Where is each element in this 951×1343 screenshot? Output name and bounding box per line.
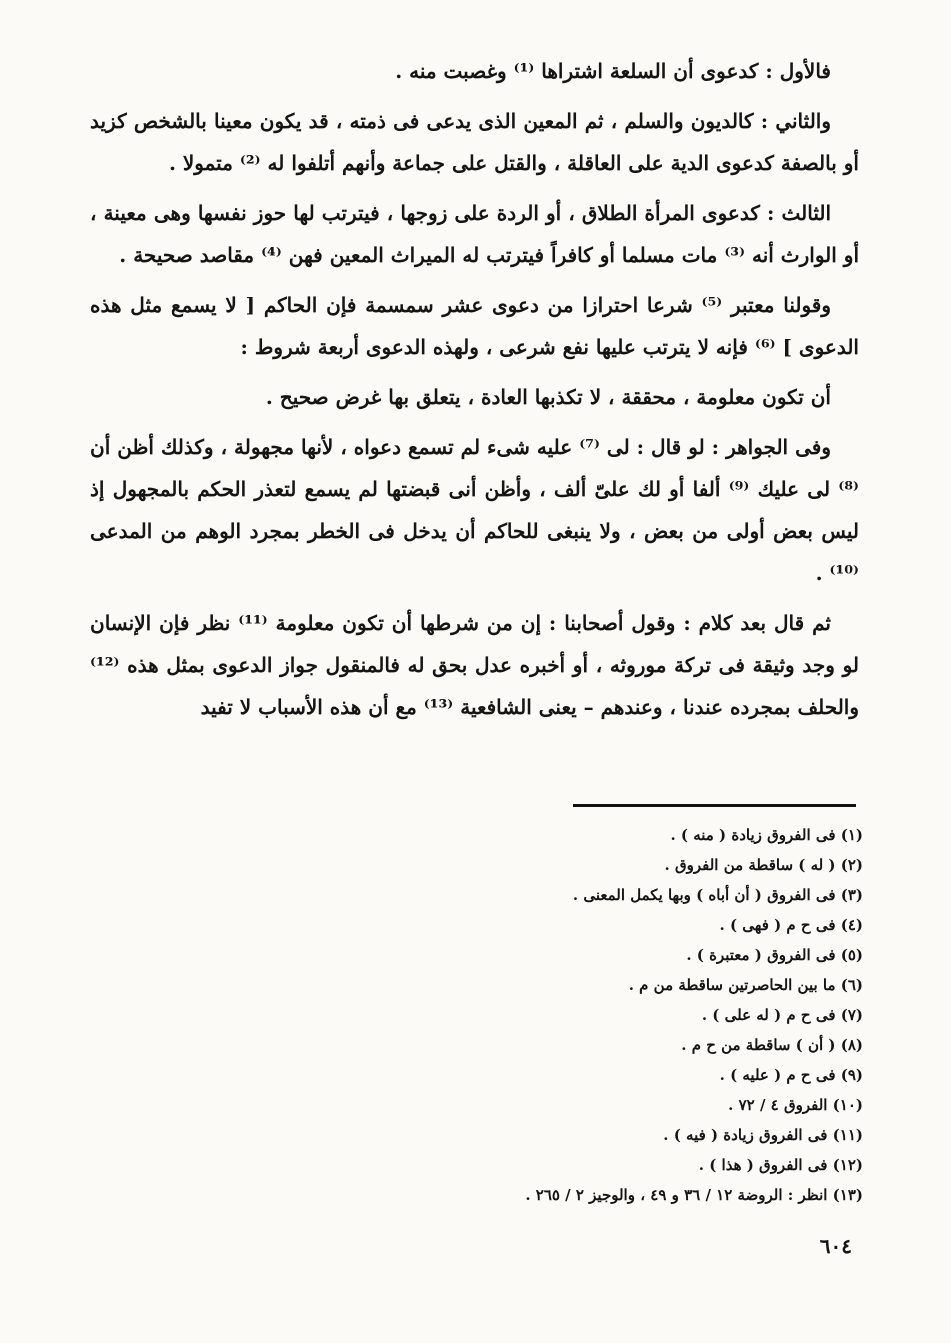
footnotes-list xyxy=(163,820,863,1210)
paragraph-second: والثاني : كالديون والسلم ، ثم المعين الذى يدعى فى ذمته ، قد يكون معينا بالشخص كزيد أو بالصفة كدعوى الدية على العاقلة ، والقتل على جماعة وأنهم أتلفوا له ⁽²⁾ متمولا . xyxy=(90,109,859,175)
footnote-item: (٤) فى ح م ( فهى ) . xyxy=(719,916,863,934)
paragraph-fourth: وقولنا معتبر ⁽⁵⁾ شرعا احترازا من دعوى عشر سمسمة فإن الحاكم [ لا يسمع مثل هذه الدعوى ] ⁽⁶⁾ فإنه لا يترتب عليها نفع شرعى ، ولهذه الدعوى أربعة شروط : xyxy=(90,293,859,359)
paragraph-jawahir: وفى الجواهر : لو قال : لى ⁽⁷⁾ عليه شىء لم تسمع دعواه ، لأنها مجهولة ، وكذلك أظن أن ⁽⁸⁾ لى عليك ⁽⁹⁾ ألفا أو لك علىّ ألف ، وأظن أنى قبضتها لم يسمع لتعذر الحكم بالمجهول إذ ليس بعض أولى من بعض ، ولا ينبغى للحاكم أن يدخل فى الخطر بمجرد الوهم من المدعى ⁽¹⁰⁾ . xyxy=(90,435,859,585)
footnote-item: (٥) فى الفروق ( معتبرة ) . xyxy=(686,946,863,964)
footnote-item: (١٠) الفروق ٤ / ٧٢ . xyxy=(728,1096,863,1114)
footnote-item: (٨) ( أن ) ساقطة من ح م . xyxy=(681,1036,863,1054)
footnote-item: (٢) ( له ) ساقطة من الفروق . xyxy=(664,856,863,874)
footnote-item: (٣) فى الفروق ( أن أباه ) وبها يكمل المعنى . xyxy=(572,886,863,904)
footnote-item: (٩) فى ح م ( عليه ) . xyxy=(719,1066,863,1084)
footnote-item: (١٢) فى الفروق ( هذا ) . xyxy=(698,1156,863,1174)
paragraph-conditions: أن تكون معلومة ، محققة ، لا تكذبها العادة ، يتعلق بها غرض صحيح . xyxy=(265,385,831,409)
main-text xyxy=(90,50,859,728)
footnote-item: (٦) ما بين الحاصرتين ساقطة من م . xyxy=(628,976,863,994)
paragraph-first: فالأول : كدعوى أن السلعة اشتراها ⁽¹⁾ وغصبت منه . xyxy=(395,59,831,83)
paragraph-third: الثالث : كدعوى المرأة الطلاق ، أو الردة على زوجها ، فيترتب لها حوز نفسها وهى معينة ، أو الوارث أنه ⁽³⁾ مات مسلما أو كافراً فيترتب له الميراث المعين فهن ⁽⁴⁾ مقاصد صحيحة . xyxy=(90,201,859,267)
footnote-item: (١) فى الفروق زيادة ( منه ) . xyxy=(670,826,863,844)
paragraph-ashabuna: ثم قال بعد كلام : وقول أصحابنا : إن من شرطها أن تكون معلومة ⁽¹¹⁾ نظر فإن الإنسان لو وجد وثيقة فى تركة موروثه ، أو أخبره عدل بحق له فالمنقول جواز الدعوى بمثل هذه ⁽¹²⁾ والحلف بمجرده عندنا ، وعندهم – يعنى الشافعية ⁽¹³⁾ مع أن هذه الأسباب لا تفيد xyxy=(90,611,859,719)
footnote-item: (١٣) انظر : الروضة ١٢ / ٣٦ و ٤٩ ، والوجيز ٢ / ٢٦٥ . xyxy=(525,1186,863,1204)
footnote-item: (١١) فى الفروق زيادة ( فيه ) . xyxy=(663,1126,863,1144)
footnote-item: (٧) فى ح م ( له على ) . xyxy=(701,1006,863,1024)
footnote-divider xyxy=(573,804,856,807)
page-number: ٦٠٤ xyxy=(819,1234,852,1258)
